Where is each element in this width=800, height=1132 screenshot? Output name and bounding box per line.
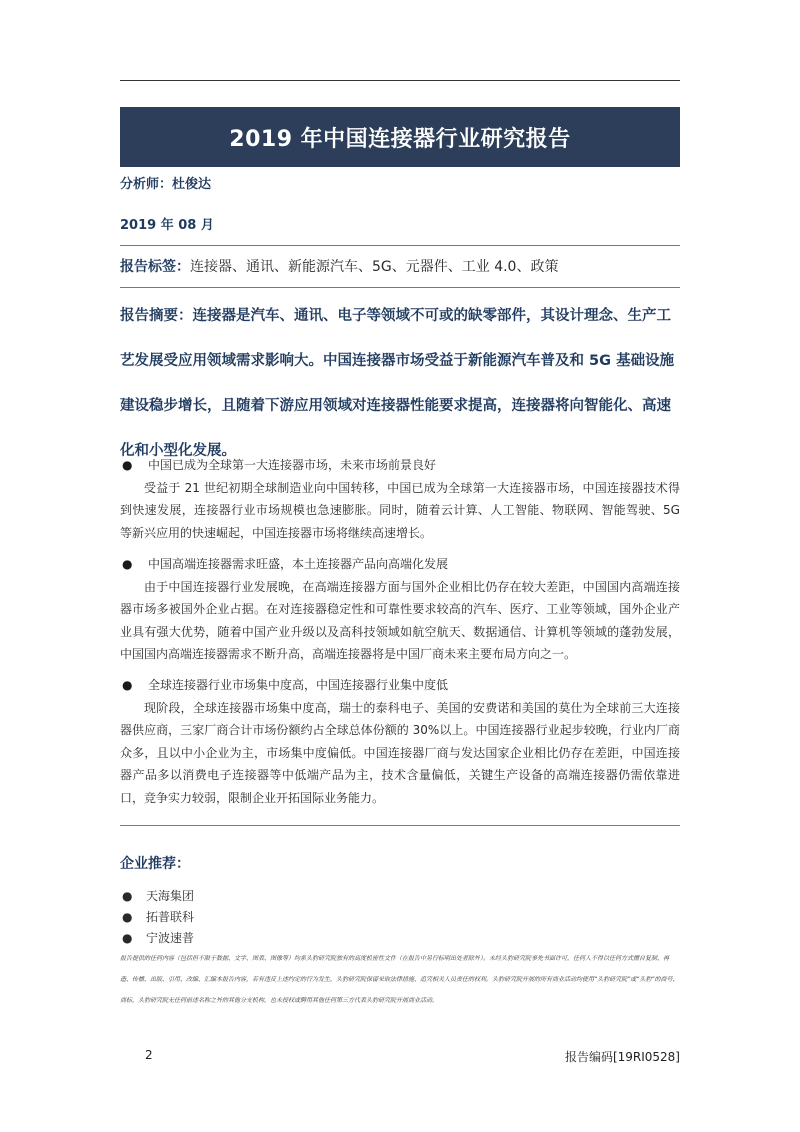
tags-value: 连接器、通讯、新能源汽车、5G、元器件、工业 4.0、政策 <box>190 259 559 275</box>
list-item <box>120 886 194 907</box>
disclaimer-text: 报告提供的任何内容（包括但不限于数据、文字、图表、图像等）均系头豹研究院独有的高度机密性文件（在报告中另行标明出处者除外）。未经头豹研究院事先书面许可，任何人不得以任何方式擅自复制、再造、传播、出版、引用、改编、汇编本报告内容，若有违反上述约定的行为发生，头豹研究院保留采取法律措施、追究相关人员责任的权利。头豹研究院开展的所有商业活动均使用“头豹研究院”或“头豹”的商号、商标，头豹研究院无任何前述名称之外的其他分支机构，也未授权或聘用其他任何第三方代表头豹研究院开展商业活动。 <box>120 955 679 1004</box>
summary-section-3 <box>120 674 680 809</box>
recommendations-title: 企业推荐： <box>120 856 190 872</box>
section-heading-text: 中国已成为全球第一大连接器市场，未来市场前景良好 <box>148 458 437 472</box>
company-name: 天海集团 <box>146 889 195 903</box>
report-code: 报告编码[19RI0528] <box>564 1050 680 1064</box>
bullet-icon: ● <box>122 889 133 903</box>
analyst-name: 分析师：杜俊达 <box>120 177 212 192</box>
bullet-icon: ● <box>122 931 133 945</box>
list-item <box>120 928 194 949</box>
section-heading <box>120 674 680 697</box>
company-name: 拓普联科 <box>146 910 195 924</box>
company-name: 宁波速普 <box>146 931 195 945</box>
summary-section-1 <box>120 454 680 544</box>
page-number: 2 <box>145 1048 153 1062</box>
bullet-icon: ● <box>122 458 133 472</box>
report-title <box>120 107 680 167</box>
bullet-icon: ● <box>122 910 133 924</box>
section-heading <box>120 454 680 477</box>
divider-recommendations <box>120 825 680 826</box>
bullet-icon: ● <box>122 557 133 571</box>
section-body: 受益于 21 世纪初期全球制造业向中国转移，中国已成为全球第一大连接器市场，中国连接器技术得到快速发展，连接器行业市场规模也急速膨胀。同时，随着云计算、人工智能、物联网、智能驾驶、5G 等新兴应用的快速崛起，中国连接器市场将继续高速增长。 <box>120 480 680 540</box>
divider-tags-top <box>120 245 680 246</box>
section-heading-text: 全球连接器行业市场集中度高，中国连接器行业集中度低 <box>148 678 449 692</box>
top-rule <box>120 80 680 81</box>
section-body: 现阶段，全球连接器市场集中度高，瑞士的泰科电子、美国的安费诺和美国的莫仕为全球前三大连接器供应商，三家厂商合计市场份额约占全球总体份额的 30%以上。中国连接器行业起步较晚，行业内厂商众多，且以中小企业为主，市场集中度偏低。中国连接器厂商与发达国家企业相比仍存在差距，中国连接器产品多以消费电子连接器等中低端产品为主，技术含量偏低，关键生产设备的高端连接器仍需依靠进口，竞争实力较弱，限制企业开拓国际业务能力。 <box>120 700 680 805</box>
report-title-text: 2019 年中国连接器行业研究报告 <box>229 126 571 152</box>
section-heading-text: 中国高端连接器需求旺盛，本土连接器产品向高端化发展 <box>148 557 449 571</box>
report-abstract: 报告摘要：连接器是汽车、通讯、电子等领域不可或的缺零部件，其设计理念、生产工艺发展受应用领域需求影响大。中国连接器市场受益于新能源汽车普及和 5G 基础设施建设稳步增长，且随着下游应用领域对连接器性能要求提高，连接器将向智能化、高速化和小型化发展。 <box>120 308 675 459</box>
section-body: 由于中国连接器行业发展晚，在高端连接器方面与国外企业相比仍存在较大差距，中国国内高端连接器市场多被国外企业占据。在对连接器稳定性和可靠性要求较高的汽车、医疗、工业等领域，国外企业产业具有强大优势，随着中国产业升级以及高科技领域如航空航天、数据通信、计算机等领域的蓬勃发展，中国国内高端连接器需求不断升高，高端连接器将是中国厂商未来主要布局方向之一。 <box>120 579 680 661</box>
report-tags <box>120 256 558 276</box>
summary-section-2 <box>120 553 680 666</box>
report-date: 2019 年 08 月 <box>120 218 214 233</box>
recommendations-list <box>120 886 194 949</box>
divider-tags-bottom <box>120 287 680 288</box>
list-item <box>120 907 194 928</box>
section-heading <box>120 553 680 576</box>
bullet-icon: ● <box>122 678 133 692</box>
tags-label: 报告标签： <box>120 259 190 275</box>
